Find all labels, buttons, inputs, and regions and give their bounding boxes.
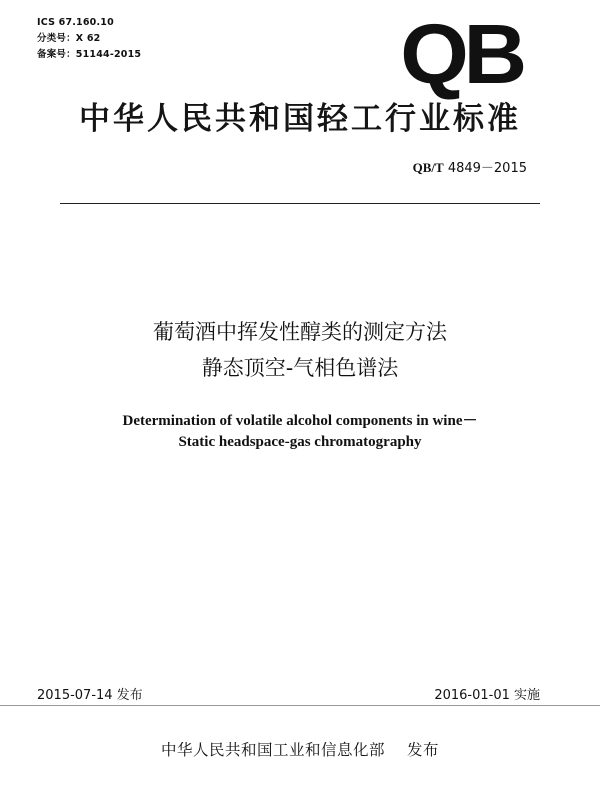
filing-number: 备案号：51144-2015 bbox=[37, 49, 142, 60]
english-title-line-2: Static headspace-gas chromatography bbox=[178, 434, 422, 450]
publish-date: 2015-07-14 发布 bbox=[37, 688, 143, 703]
chinese-title-line-1: 葡萄酒中挥发性醇类的测定方法 bbox=[153, 320, 447, 344]
header-divider bbox=[60, 203, 540, 204]
issuer-action: 发布 bbox=[407, 741, 440, 759]
english-title-line-1: Determination of volatile alcohol components in wine－ bbox=[122, 413, 478, 429]
issuer bbox=[0, 740, 600, 760]
chinese-title-line-2: 静态顶空-气相色谱法 bbox=[201, 356, 399, 380]
standard-code bbox=[413, 160, 527, 177]
effective-date: 2016-01-01 实施 bbox=[434, 688, 540, 703]
qb-logo: QB bbox=[400, 7, 522, 101]
footer-divider bbox=[0, 705, 600, 706]
standard-code-number: 4849－2015 bbox=[447, 161, 527, 176]
standard-code-prefix: QB/T bbox=[412, 160, 444, 175]
issuer-name: 中华人民共和国工业和信息化部 bbox=[160, 741, 385, 759]
standard-title: 中华人民共和国轻工行业标准 bbox=[79, 101, 521, 137]
ics-number: ICS 67.160.10 bbox=[37, 17, 114, 28]
classification-number: 分类号：X 62 bbox=[37, 33, 101, 44]
